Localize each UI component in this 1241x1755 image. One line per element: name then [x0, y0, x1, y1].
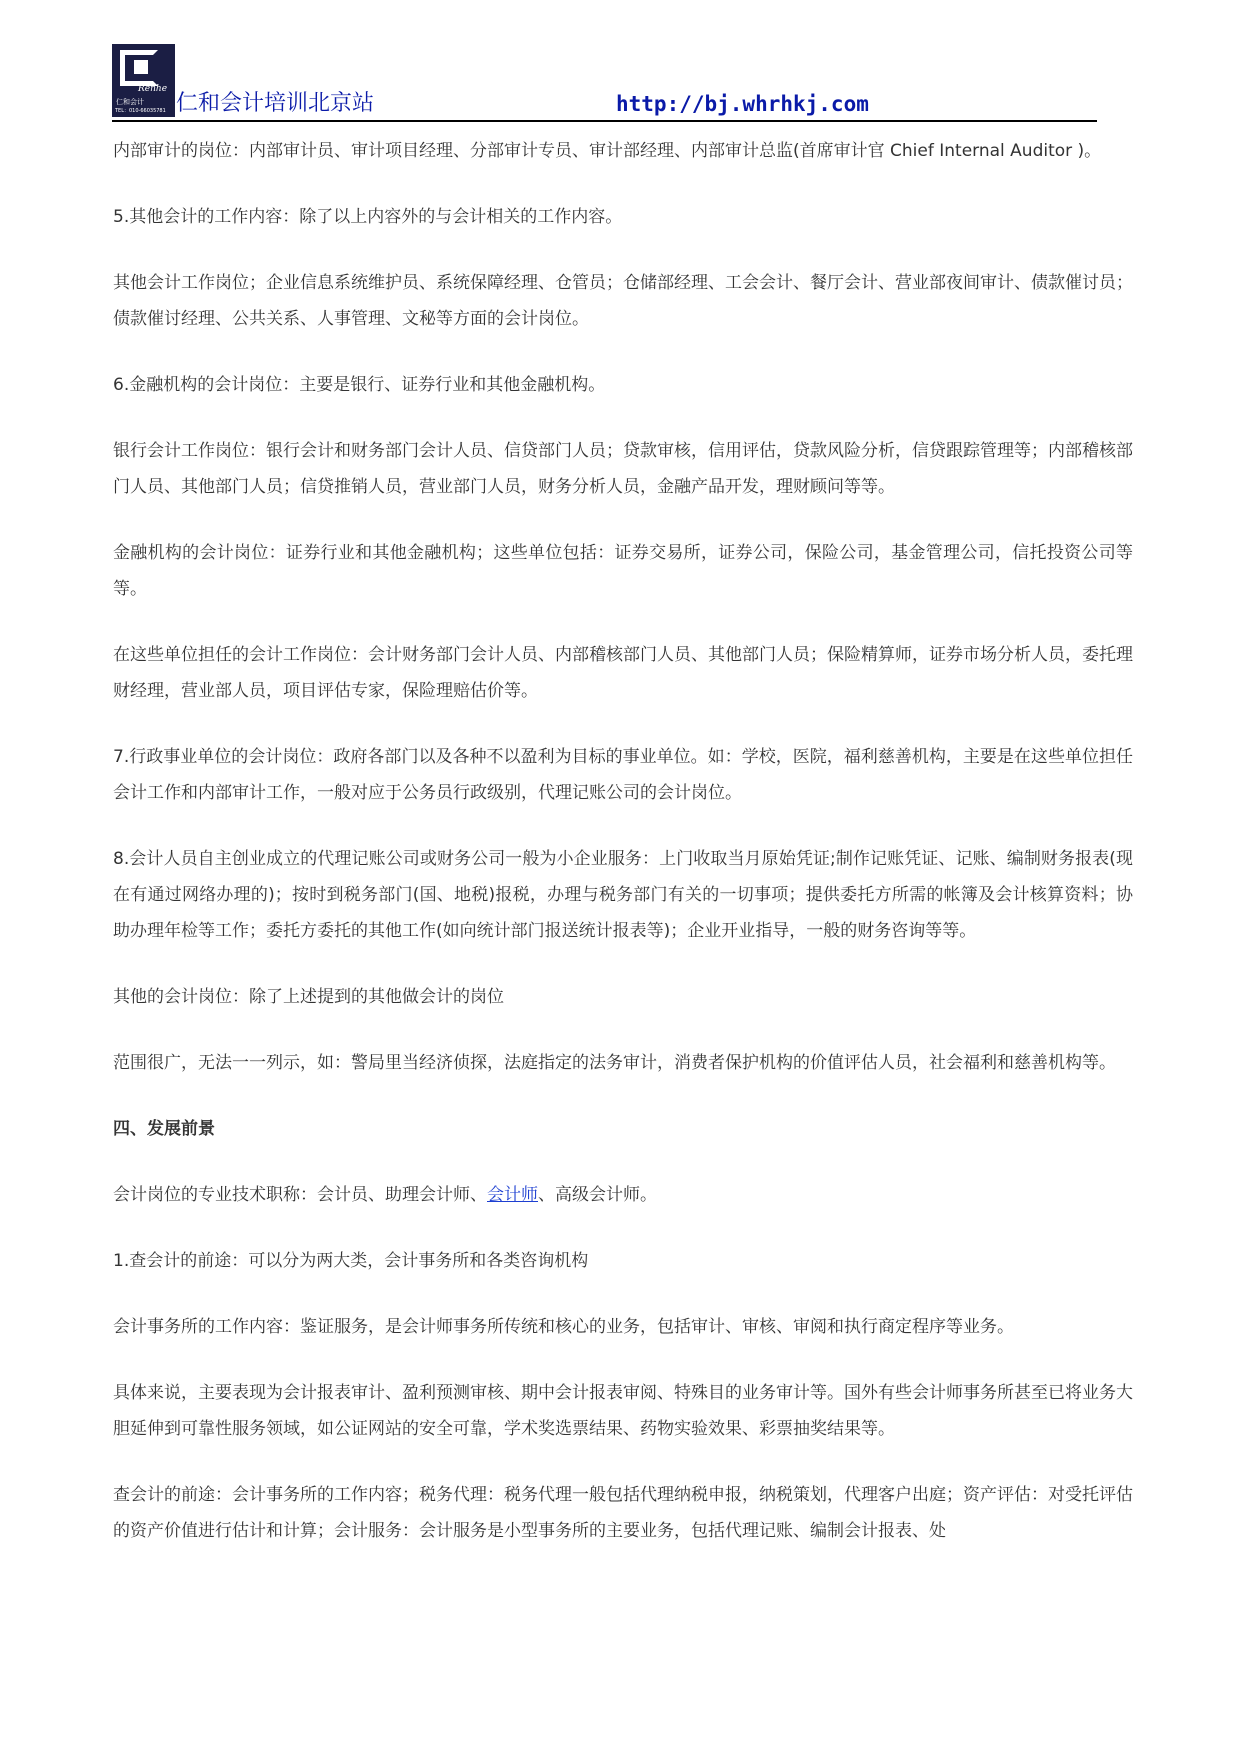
paragraph-government-units: 7.行政事业单位的会计岗位：政府各部门以及各种不以盈利为目标的事业单位。如：学校，医院，福利慈善机构，主要是在这些单位担任会计工作和内部审计工作，一般对应于公务员行政级别，代理记账公司的会计岗位。 [113, 747, 1133, 803]
paragraph-wide-scope: 范围很广，无法一一列示，如：警局里当经济侦探，法庭指定的法务审计，消费者保护机构的价值评估人员，社会福利和慈善机构等。 [113, 1053, 1116, 1073]
paragraph-tax-agency: 查会计的前途：会计事务所的工作内容；税务代理：税务代理一般包括代理纳税申报，纳税策划，代理客户出庭；资产评估：对受托评估的资产价值进行估计和计算；会计服务：会计服务是小型事务所的主要业务，包括代理记账、编制会计报表、处 [113, 1485, 1133, 1541]
logo-chinese-text: 仁和会计 [116, 98, 144, 106]
paragraph-internal-audit: 内部审计的岗位：内部审计员、审计项目经理、分部审计专员、审计部经理、内部审计总监(首席审计官 Chief Internal Auditor )。 [113, 141, 1102, 161]
paragraph-institution-roles: 在这些单位担任的会计工作岗位：会计财务部门会计人员、内部稽核部门人员、其他部门人员；保险精算师，证券市场分析人员，委托理财经理，营业部人员，项目评估专家，保险理赔估价等。 [113, 645, 1133, 701]
logo-square-shape [134, 60, 148, 74]
paragraph-other-accounting-positions: 其他会计工作岗位；企业信息系统维护员、系统保障经理、仓管员；仓储部经理、工会会计、餐厅会计、营业部夜间审计、债款催讨员；债款催讨经理、公共关系、人事管理、文秘等方面的会计岗位。 [113, 273, 1133, 329]
page-header [112, 44, 1097, 124]
paragraph-other-positions: 其他的会计岗位：除了上述提到的其他做会计的岗位 [113, 987, 504, 1007]
renhe-logo [112, 44, 175, 117]
logo-telephone: TEL：010-66035781 [115, 108, 166, 114]
accountant-link[interactable]: 会计师 [487, 1185, 538, 1205]
paragraph-professional-titles [113, 1177, 1133, 1213]
paragraph-firm-work: 会计事务所的工作内容：鉴证服务，是会计师事务所传统和核心的业务，包括审计、审核、审阅和执行商定程序等业务。 [113, 1317, 1014, 1337]
paragraph-bank-accounting: 银行会计工作岗位：银行会计和财务部门会计人员、信贷部门人员；贷款审核，信用评估，贷款风险分析，信贷跟踪管理等；内部稽核部门人员、其他部门人员；信贷推销人员，营业部门人员，财务分析人员，金融产品开发，理财顾问等等。 [113, 441, 1133, 497]
logo-english-text: Renhe [138, 84, 168, 94]
titles-text-before: 会计岗位的专业技术职称：会计员、助理会计师、 [113, 1185, 487, 1205]
section-heading-prospects: 四、发展前景 [113, 1119, 215, 1139]
titles-text-after: 、高级会计师。 [538, 1185, 657, 1205]
paragraph-specific-services: 具体来说，主要表现为会计报表审计、盈利预测审核、期中会计报表审阅、特殊目的业务审计等。国外有些会计师事务所甚至已将业务大胆延伸到可靠性服务领域，如公证网站的安全可靠，学术奖选票结果、药物实验效果、彩票抽奖结果等。 [113, 1383, 1133, 1439]
paragraph-audit-prospects: 1.查会计的前途：可以分为两大类，会计事务所和各类咨询机构 [113, 1251, 589, 1271]
paragraph-bookkeeping-companies: 8.会计人员自主创业成立的代理记账公司或财务公司一般为小企业服务：上门收取当月原始凭证;制作记账凭证、记账、编制财务报表(现在有通过网络办理的)；按时到税务部门(国、地税)报税，办理与税务部门有关的一切事项；提供委托方所需的帐簿及会计核算资料；协助办理年检等工作；委托方委托的其他工作(如向统计部门报送统计报表等)；企业开业指导，一般的财务咨询等等。 [113, 849, 1133, 941]
header-divider [112, 120, 1097, 122]
site-name: 仁和会计培训北京站 [176, 91, 375, 116]
paragraph-financial-institution-positions: 金融机构的会计岗位：证券行业和其他金融机构；这些单位包括：证券交易所，证券公司，保险公司，基金管理公司，信托投资公司等等。 [113, 543, 1133, 599]
paragraph-financial-institutions-heading: 6.金融机构的会计岗位：主要是银行、证券行业和其他金融机构。 [113, 375, 606, 395]
document-body [113, 133, 1133, 1579]
paragraph-other-accounting-heading: 5.其他会计的工作内容：除了以上内容外的与会计相关的工作内容。 [113, 207, 623, 227]
site-url[interactable]: http://bj.whrhkj.com [616, 92, 869, 116]
